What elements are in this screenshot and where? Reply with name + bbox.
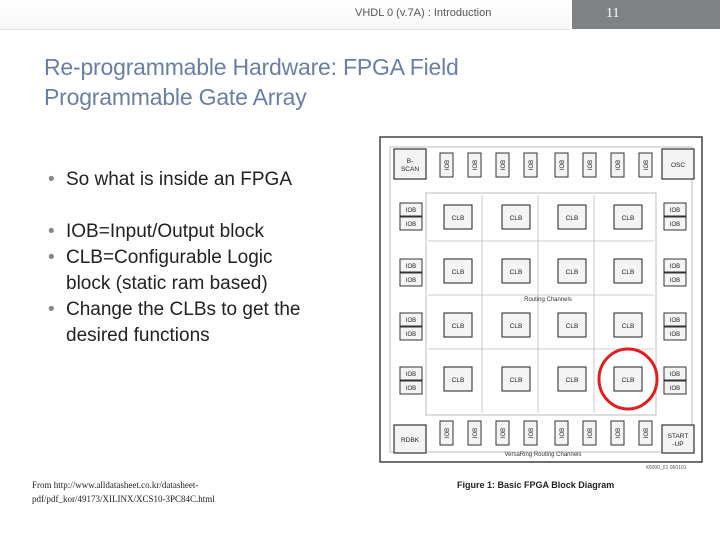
fpga-block-diagram — [378, 137, 708, 471]
bullet-glyph: • — [48, 299, 55, 320]
source-line-2: pdf/pdf_kor/49173/XILINX/XCS10-3PC84C.html — [32, 494, 215, 504]
presentation-title: VHDL 0 (v.7A) : Introduction — [355, 7, 492, 19]
iob-label: IOB — [669, 318, 681, 324]
clb-label: CLB — [509, 269, 523, 276]
slide-title-line-1: Re-programmable Hardware: FPGA Field — [44, 54, 459, 80]
iob-label: IOB — [529, 159, 535, 171]
clb-label: CLB — [509, 215, 523, 222]
source-citation — [32, 478, 252, 506]
bullet-glyph: • — [48, 247, 55, 268]
slide-title — [44, 52, 604, 112]
iob-label: IOB — [405, 208, 417, 214]
slide-title-line-2: Programmable Gate Array — [44, 84, 307, 110]
clb-label: CLB — [451, 323, 465, 330]
iob-label: IOB — [405, 222, 417, 228]
iob-label: IOB — [669, 264, 681, 270]
versaring-label: VersaRing Routing Channels — [504, 452, 582, 458]
bullet-continuation — [48, 323, 368, 349]
page-number: 11 — [606, 6, 620, 21]
bullet-item — [48, 297, 368, 323]
bullet-item — [48, 245, 368, 271]
iob-label: IOB — [669, 332, 681, 338]
bullet-text: CLB=Configurable Logic — [66, 247, 273, 268]
bullet-text: block (static ram based) — [66, 273, 268, 294]
iob-label: IOB — [644, 159, 650, 171]
bullet-text: So what is inside an FPGA — [66, 169, 292, 190]
iob-label: IOB — [669, 372, 681, 378]
bscan-block-label: B- — [406, 158, 414, 165]
clb-label: CLB — [621, 377, 635, 384]
iob-label: IOB — [588, 427, 594, 439]
startup-block-label: -UP — [672, 441, 684, 448]
iob-label: IOB — [445, 427, 451, 439]
bullet-text: Change the CLBs to get the — [66, 299, 301, 320]
iob-label: IOB — [529, 427, 535, 439]
header-bar — [0, 0, 720, 29]
bullet-item — [48, 167, 368, 193]
clb-label: CLB — [621, 269, 635, 276]
clb-label: CLB — [509, 323, 523, 330]
iob-label: IOB — [588, 159, 594, 171]
iob-label: IOB — [473, 159, 479, 171]
bullet-text: desired functions — [66, 325, 210, 346]
figure-caption — [457, 480, 614, 490]
iob-label: IOB — [501, 427, 507, 439]
iob-label: IOB — [405, 318, 417, 324]
clb-label: CLB — [451, 215, 465, 222]
iob-label: IOB — [669, 208, 681, 214]
osc-block-label: OSC — [670, 162, 686, 169]
iob-label: IOB — [405, 278, 417, 284]
clb-label: CLB — [565, 377, 579, 384]
bullet-glyph: • — [48, 169, 55, 190]
routing-channels-label: Routing Channels — [524, 297, 572, 303]
iob-label: IOB — [501, 159, 507, 171]
startup-block-label: START — [667, 433, 689, 440]
iob-label: IOB — [405, 264, 417, 270]
bullet-text: IOB=Input/Output block — [66, 221, 265, 242]
iob-label: IOB — [405, 372, 417, 378]
iob-label: IOB — [616, 427, 622, 439]
clb-label: CLB — [451, 269, 465, 276]
iob-label: IOB — [405, 386, 417, 392]
clb-label: CLB — [621, 323, 635, 330]
clb-label: CLB — [621, 215, 635, 222]
iob-label: IOB — [405, 332, 417, 338]
iob-label: IOB — [616, 159, 622, 171]
rdbk-block-label: RDBK — [400, 437, 420, 444]
caption-text: Basic FPGA Block Diagram — [497, 480, 615, 490]
iob-label: IOB — [669, 278, 681, 284]
iob-label: IOB — [445, 159, 451, 171]
clb-label: CLB — [565, 323, 579, 330]
bullet-continuation — [48, 271, 368, 297]
bullet-glyph: • — [48, 221, 55, 242]
clb-label: CLB — [565, 215, 579, 222]
iob-label: IOB — [473, 427, 479, 439]
iob-label: IOB — [560, 159, 566, 171]
iob-label: IOB — [560, 427, 566, 439]
iob-label: IOB — [669, 222, 681, 228]
part-code: X6000_01 060101 — [645, 465, 687, 471]
iob-label: IOB — [644, 427, 650, 439]
iob-label: IOB — [669, 386, 681, 392]
bullet-list — [48, 167, 368, 349]
bullet-item — [48, 219, 368, 245]
source-line-1: From http://www.alldatasheet.co.kr/datasheet- — [32, 480, 199, 490]
clb-label: CLB — [565, 269, 579, 276]
page-number-box — [572, 0, 720, 29]
bscan-block-label: SCAN — [400, 166, 420, 173]
caption-label: Figure 1: — [457, 480, 496, 490]
clb-label: CLB — [509, 377, 523, 384]
clb-label: CLB — [451, 377, 465, 384]
